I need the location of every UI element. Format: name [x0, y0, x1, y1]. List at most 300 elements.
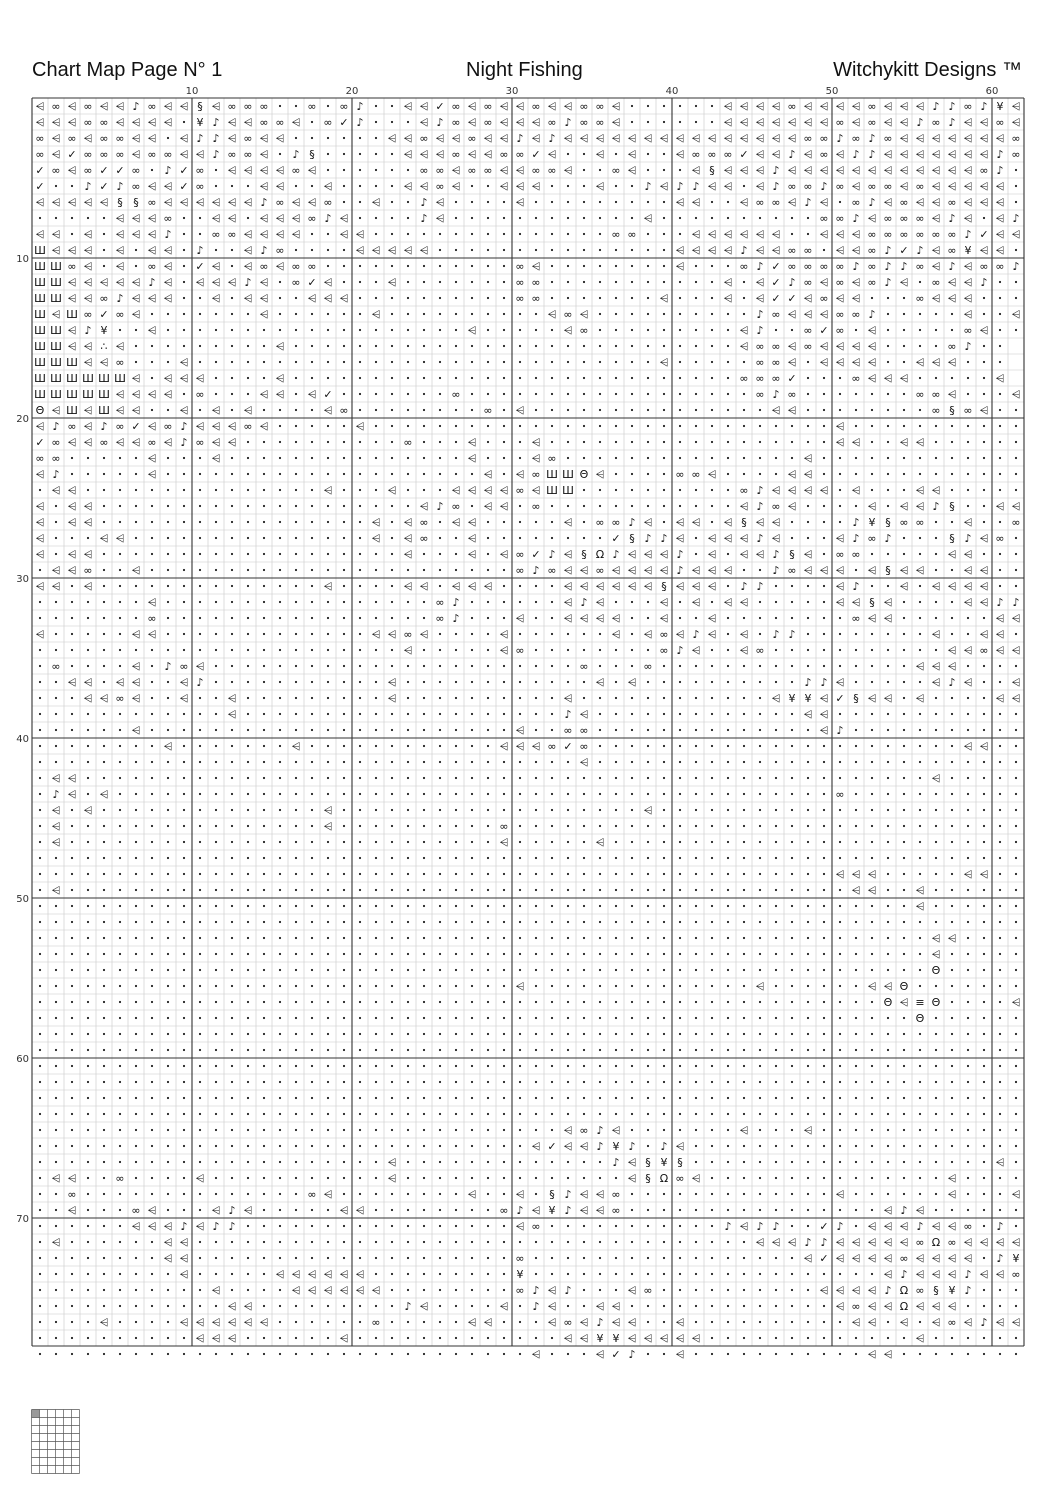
- chart-symbol-dot: [695, 809, 697, 811]
- chart-symbol-dot: [311, 1017, 313, 1019]
- chart-symbol-dot: [359, 281, 361, 283]
- chart-symbol: ⩤: [51, 148, 61, 161]
- chart-symbol-dot: [535, 361, 537, 363]
- chart-symbol-dot: [791, 857, 793, 859]
- chart-symbol-dot: [919, 873, 921, 875]
- chart-symbol-dot: [199, 1289, 201, 1291]
- chart-symbol: ⩤: [675, 516, 685, 529]
- chart-symbol-dot: [71, 457, 73, 459]
- chart-symbol: ⩤: [723, 116, 733, 129]
- chart-symbol-dot: [183, 329, 185, 331]
- chart-symbol: ⩤: [67, 500, 77, 513]
- chart-symbol: ∞: [595, 116, 605, 129]
- chart-symbol: ⩤: [563, 324, 573, 337]
- chart-symbol: ⩤: [723, 244, 733, 257]
- chart-symbol: §: [949, 532, 955, 545]
- chart-symbol: ⩤: [915, 1204, 925, 1217]
- chart-symbol-dot: [423, 345, 425, 347]
- chart-symbol-dot: [679, 169, 681, 171]
- chart-symbol-dot: [87, 1225, 89, 1227]
- chart-symbol-dot: [439, 1065, 441, 1067]
- chart-symbol-dot: [839, 825, 841, 827]
- chart-symbol: ∞: [323, 196, 333, 209]
- chart-symbol-dot: [215, 841, 217, 843]
- chart-symbol: ⩤: [579, 132, 589, 145]
- chart-symbol-dot: [423, 841, 425, 843]
- chart-symbol-dot: [135, 1273, 137, 1275]
- chart-symbol-dot: [263, 889, 265, 891]
- chart-symbol: ⩤: [803, 548, 813, 561]
- chart-symbol: ⩤: [995, 644, 1005, 657]
- chart-symbol-dot: [615, 857, 617, 859]
- chart-symbol-dot: [311, 681, 313, 683]
- chart-symbol-dot: [471, 809, 473, 811]
- chart-symbol-dot: [423, 329, 425, 331]
- chart-symbol-dot: [359, 889, 361, 891]
- chart-symbol: ⩤: [547, 308, 557, 321]
- chart-symbol-dot: [663, 233, 665, 235]
- chart-symbol: §: [661, 580, 667, 593]
- chart-symbol-dot: [183, 921, 185, 923]
- chart-symbol-dot: [215, 473, 217, 475]
- chart-symbol-dot: [71, 809, 73, 811]
- chart-symbol: ⩤: [259, 228, 269, 241]
- chart-symbol-dot: [743, 841, 745, 843]
- chart-symbol-dot: [695, 105, 697, 107]
- chart-symbol-dot: [631, 745, 633, 747]
- chart-symbol: ⩤: [787, 340, 797, 353]
- chart-symbol: ∞: [195, 436, 205, 449]
- chart-symbol-dot: [375, 1001, 377, 1003]
- chart-symbol-dot: [263, 745, 265, 747]
- chart-symbol: §: [853, 692, 859, 705]
- chart-symbol-dot: [471, 1225, 473, 1227]
- chart-symbol-dot: [839, 393, 841, 395]
- chart-symbol-dot: [199, 313, 201, 315]
- chart-symbol: ⩤: [83, 404, 93, 417]
- chart-symbol-dot: [1015, 169, 1017, 171]
- chart-symbol-dot: [455, 265, 457, 267]
- chart-symbol-dot: [215, 1017, 217, 1019]
- chart-symbol-dot: [359, 553, 361, 555]
- chart-symbol-dot: [535, 1033, 537, 1035]
- chart-symbol-dot: [487, 233, 489, 235]
- chart-symbol: ⩤: [291, 1268, 301, 1281]
- chart-symbol-dot: [711, 377, 713, 379]
- chart-symbol-dot: [887, 1081, 889, 1083]
- chart-symbol: ⩤: [755, 228, 765, 241]
- chart-symbol: ⩤: [467, 116, 477, 129]
- chart-symbol-dot: [759, 1161, 761, 1163]
- chart-symbol: ⩤: [259, 180, 269, 193]
- chart-symbol-dot: [647, 761, 649, 763]
- chart-symbol-dot: [343, 873, 345, 875]
- chart-symbol-dot: [487, 617, 489, 619]
- chart-symbol: ⩤: [163, 1220, 173, 1233]
- chart-symbol: ⩤: [563, 580, 573, 593]
- chart-symbol-dot: [327, 345, 329, 347]
- chart-symbol-dot: [503, 1065, 505, 1067]
- chart-symbol: ⩤: [755, 164, 765, 177]
- chart-symbol-dot: [727, 793, 729, 795]
- chart-symbol-dot: [647, 409, 649, 411]
- chart-symbol-dot: [167, 1033, 169, 1035]
- chart-symbol-dot: [87, 937, 89, 939]
- chart-symbol-dot: [407, 1353, 409, 1355]
- chart-symbol-dot: [119, 1289, 121, 1291]
- chart-symbol-dot: [455, 953, 457, 955]
- chart-symbol-dot: [119, 457, 121, 459]
- chart-symbol-dot: [295, 1321, 297, 1323]
- chart-symbol: ⩤: [35, 532, 45, 545]
- chart-symbol-dot: [727, 201, 729, 203]
- chart-symbol-dot: [983, 665, 985, 667]
- chart-symbol: ∞: [915, 1236, 925, 1249]
- chart-symbol: ∞: [835, 212, 845, 225]
- chart-symbol: ✓: [99, 164, 109, 177]
- chart-symbol-dot: [775, 1161, 777, 1163]
- chart-symbol-dot: [439, 329, 441, 331]
- chart-symbol-dot: [231, 265, 233, 267]
- chart-symbol-dot: [199, 969, 201, 971]
- chart-symbol: ♪: [660, 1140, 668, 1153]
- chart-symbol-dot: [55, 1225, 57, 1227]
- chart-symbol-dot: [71, 1097, 73, 1099]
- chart-symbol-dot: [711, 1097, 713, 1099]
- chart-symbol-dot: [983, 361, 985, 363]
- chart-symbol: ⩤: [83, 244, 93, 257]
- chart-symbol-dot: [263, 761, 265, 763]
- chart-symbol-dot: [279, 1225, 281, 1227]
- chart-symbol: ⩤: [899, 1236, 909, 1249]
- chart-symbol-dot: [327, 553, 329, 555]
- chart-symbol: ✓: [739, 148, 749, 161]
- chart-symbol-dot: [583, 809, 585, 811]
- chart-symbol-dot: [887, 633, 889, 635]
- chart-symbol-dot: [167, 873, 169, 875]
- chart-symbol-dot: [375, 761, 377, 763]
- chart-symbol: ♪: [532, 564, 540, 577]
- chart-symbol-dot: [343, 537, 345, 539]
- chart-symbol-dot: [503, 1097, 505, 1099]
- chart-symbol-dot: [215, 905, 217, 907]
- chart-symbol: ⩤: [979, 1236, 989, 1249]
- chart-symbol-dot: [199, 1193, 201, 1195]
- chart-symbol-dot: [647, 153, 649, 155]
- chart-symbol-dot: [583, 969, 585, 971]
- chart-symbol-dot: [663, 393, 665, 395]
- chart-symbol: ⩤: [115, 340, 125, 353]
- chart-symbol: ⩤: [371, 628, 381, 641]
- chart-symbol-dot: [295, 329, 297, 331]
- chart-symbol-dot: [679, 889, 681, 891]
- chart-symbol-dot: [599, 329, 601, 331]
- chart-symbol: ⩤: [595, 1204, 605, 1217]
- chart-symbol-dot: [247, 1177, 249, 1179]
- chart-symbol-dot: [215, 681, 217, 683]
- chart-symbol-dot: [967, 1017, 969, 1019]
- chart-symbol-dot: [455, 665, 457, 667]
- chart-symbol: ∞: [803, 180, 813, 193]
- chart-symbol-dot: [615, 489, 617, 491]
- chart-symbol-dot: [359, 777, 361, 779]
- chart-symbol-dot: [759, 409, 761, 411]
- chart-symbol-dot: [375, 649, 377, 651]
- chart-symbol-dot: [951, 425, 953, 427]
- chart-symbol: ⩤: [467, 1316, 477, 1329]
- chart-symbol-dot: [775, 873, 777, 875]
- chart-symbol-dot: [39, 1241, 41, 1243]
- chart-symbol-dot: [135, 1033, 137, 1035]
- chart-symbol-dot: [375, 553, 377, 555]
- chart-symbol-dot: [631, 857, 633, 859]
- chart-symbol-dot: [247, 873, 249, 875]
- chart-symbol-dot: [919, 713, 921, 715]
- chart-symbol-dot: [711, 457, 713, 459]
- chart-symbol-dot: [679, 361, 681, 363]
- chart-symbol-dot: [615, 441, 617, 443]
- chart-symbol: ⩤: [403, 532, 413, 545]
- chart-symbol-dot: [119, 553, 121, 555]
- chart-symbol-dot: [407, 1113, 409, 1115]
- chart-symbol-dot: [951, 521, 953, 523]
- chart-symbol-dot: [887, 457, 889, 459]
- chart-symbol-dot: [311, 1241, 313, 1243]
- chart-symbol: ⩤: [1011, 116, 1021, 129]
- chart-symbol-dot: [951, 1033, 953, 1035]
- chart-symbol-dot: [983, 1257, 985, 1259]
- chart-symbol-dot: [151, 857, 153, 859]
- chart-symbol-dot: [391, 233, 393, 235]
- chart-symbol: ⩤: [163, 116, 173, 129]
- chart-symbol-dot: [215, 185, 217, 187]
- chart-symbol-dot: [727, 665, 729, 667]
- chart-symbol-dot: [615, 457, 617, 459]
- chart-symbol-dot: [455, 1209, 457, 1211]
- chart-symbol: ⩤: [387, 1172, 397, 1185]
- chart-symbol-dot: [567, 249, 569, 251]
- chart-symbol-dot: [487, 745, 489, 747]
- chart-symbol-dot: [503, 713, 505, 715]
- chart-symbol-dot: [391, 1273, 393, 1275]
- chart-symbol-dot: [311, 1257, 313, 1259]
- chart-symbol-dot: [487, 393, 489, 395]
- chart-symbol: ⩤: [419, 244, 429, 257]
- chart-symbol-dot: [519, 1161, 521, 1163]
- chart-symbol-dot: [679, 825, 681, 827]
- chart-symbol-dot: [599, 905, 601, 907]
- chart-symbol-dot: [311, 921, 313, 923]
- chart-symbol: ✓: [35, 436, 45, 449]
- chart-symbol-dot: [711, 809, 713, 811]
- chart-symbol-dot: [279, 1241, 281, 1243]
- chart-symbol-dot: [167, 889, 169, 891]
- chart-symbol-dot: [743, 1033, 745, 1035]
- chart-symbol-dot: [455, 809, 457, 811]
- chart-symbol-dot: [519, 361, 521, 363]
- chart-symbol-dot: [295, 841, 297, 843]
- chart-symbol-dot: [503, 1257, 505, 1259]
- chart-symbol-dot: [951, 1129, 953, 1131]
- chart-symbol-dot: [487, 457, 489, 459]
- chart-symbol-dot: [423, 1017, 425, 1019]
- chart-symbol: ⩤: [931, 164, 941, 177]
- chart-symbol-dot: [327, 1321, 329, 1323]
- chart-symbol-dot: [871, 1065, 873, 1067]
- chart-symbol: ⩤: [1011, 692, 1021, 705]
- chart-symbol-dot: [583, 777, 585, 779]
- chart-symbol: ∞: [867, 228, 877, 241]
- chart-symbol-dot: [279, 857, 281, 859]
- chart-symbol: ⩤: [99, 100, 109, 113]
- chart-symbol-dot: [215, 393, 217, 395]
- chart-symbol-dot: [519, 969, 521, 971]
- chart-symbol: ⩤: [915, 436, 925, 449]
- chart-symbol: ∞: [851, 1300, 861, 1313]
- chart-symbol-dot: [727, 1305, 729, 1307]
- chart-symbol-dot: [647, 777, 649, 779]
- chart-symbol-dot: [695, 1241, 697, 1243]
- chart-symbol-dot: [583, 953, 585, 955]
- chart-symbol-dot: [615, 889, 617, 891]
- chart-symbol-dot: [919, 1353, 921, 1355]
- chart-symbol-dot: [999, 1129, 1001, 1131]
- chart-symbol-dot: [615, 985, 617, 987]
- chart-symbol-dot: [743, 985, 745, 987]
- chart-symbol-dot: [903, 809, 905, 811]
- chart-symbol-dot: [455, 297, 457, 299]
- chart-symbol-dot: [455, 1225, 457, 1227]
- chart-symbol-dot: [903, 921, 905, 923]
- chart-symbol: ⩤: [451, 132, 461, 145]
- chart-symbol: ⩤: [931, 948, 941, 961]
- chart-symbol-dot: [663, 1289, 665, 1291]
- chart-symbol-dot: [167, 553, 169, 555]
- chart-symbol-dot: [711, 761, 713, 763]
- chart-symbol-dot: [1015, 553, 1017, 555]
- chart-symbol-dot: [487, 1001, 489, 1003]
- chart-symbol-dot: [135, 1145, 137, 1147]
- chart-symbol-dot: [199, 1161, 201, 1163]
- chart-symbol-dot: [759, 441, 761, 443]
- chart-symbol-dot: [999, 569, 1001, 571]
- chart-symbol-dot: [423, 1193, 425, 1195]
- chart-symbol-dot: [295, 553, 297, 555]
- chart-symbol-dot: [615, 1097, 617, 1099]
- chart-symbol-dot: [119, 1033, 121, 1035]
- chart-symbol-dot: [551, 409, 553, 411]
- chart-symbol-dot: [455, 233, 457, 235]
- chart-symbol: ⩤: [451, 164, 461, 177]
- chart-symbol-dot: [199, 457, 201, 459]
- chart-symbol: ⩤: [707, 132, 717, 145]
- chart-symbol-dot: [839, 1001, 841, 1003]
- chart-symbol-dot: [311, 1337, 313, 1339]
- chart-symbol-dot: [839, 809, 841, 811]
- chart-symbol: ⩤: [931, 1300, 941, 1313]
- chart-symbol: ♪: [932, 100, 940, 113]
- chart-symbol-dot: [199, 489, 201, 491]
- chart-symbol-dot: [391, 569, 393, 571]
- chart-symbol-dot: [999, 457, 1001, 459]
- chart-symbol-dot: [615, 1017, 617, 1019]
- chart-symbol: ⩤: [611, 1316, 621, 1329]
- chart-symbol-dot: [743, 361, 745, 363]
- chart-symbol: ∞: [611, 1188, 621, 1201]
- chart-symbol: ♪: [356, 116, 364, 129]
- chart-symbol-dot: [1015, 1305, 1017, 1307]
- chart-symbol-dot: [247, 313, 249, 315]
- chart-symbol: ⩤: [867, 356, 877, 369]
- chart-symbol-dot: [647, 1353, 649, 1355]
- chart-symbol: ⩤: [803, 1252, 813, 1265]
- chart-symbol-dot: [455, 745, 457, 747]
- chart-symbol: ⩤: [451, 580, 461, 593]
- chart-symbol: ♪: [884, 532, 892, 545]
- chart-symbol-dot: [87, 1113, 89, 1115]
- chart-symbol-dot: [487, 713, 489, 715]
- chart-symbol-dot: [103, 1225, 105, 1227]
- chart-symbol-dot: [583, 425, 585, 427]
- chart-symbol-dot: [375, 1129, 377, 1131]
- chart-symbol-dot: [775, 1049, 777, 1051]
- chart-symbol: ⩤: [51, 564, 61, 577]
- chart-symbol-dot: [599, 1273, 601, 1275]
- chart-symbol: ⩤: [179, 372, 189, 385]
- chart-symbol-dot: [679, 1193, 681, 1195]
- chart-symbol-dot: [823, 393, 825, 395]
- chart-symbol-dot: [711, 713, 713, 715]
- chart-symbol-dot: [375, 1081, 377, 1083]
- chart-symbol-dot: [343, 249, 345, 251]
- chart-symbol: ⩤: [563, 692, 573, 705]
- chart-symbol: ⩤: [259, 388, 269, 401]
- chart-symbol: ⩤: [403, 516, 413, 529]
- chart-symbol-dot: [919, 1145, 921, 1147]
- chart-symbol-dot: [39, 713, 41, 715]
- chart-symbol: ⩤: [595, 596, 605, 609]
- chart-symbol: ∞: [307, 260, 317, 273]
- chart-symbol-dot: [839, 1177, 841, 1179]
- chart-symbol-dot: [999, 409, 1001, 411]
- chart-symbol-dot: [855, 809, 857, 811]
- chart-symbol-dot: [871, 665, 873, 667]
- chart-symbol-dot: [631, 985, 633, 987]
- chart-symbol-dot: [87, 537, 89, 539]
- chart-symbol-dot: [695, 121, 697, 123]
- chart-symbol-dot: [263, 1273, 265, 1275]
- chart-symbol-dot: [423, 649, 425, 651]
- chart-symbol-dot: [551, 937, 553, 939]
- chart-symbol-dot: [215, 1353, 217, 1355]
- chart-symbol-dot: [359, 1241, 361, 1243]
- chart-symbol-dot: [935, 1337, 937, 1339]
- chart-symbol-dot: [247, 1033, 249, 1035]
- chart-symbol: ⩤: [483, 148, 493, 161]
- chart-symbol: ∞: [451, 116, 461, 129]
- chart-symbol: ∞: [899, 228, 909, 241]
- chart-symbol-dot: [903, 1353, 905, 1355]
- chart-symbol-dot: [391, 1337, 393, 1339]
- chart-symbol-dot: [343, 633, 345, 635]
- chart-symbol-dot: [695, 329, 697, 331]
- chart-symbol-dot: [711, 1161, 713, 1163]
- chart-symbol-dot: [791, 1209, 793, 1211]
- chart-symbol-dot: [887, 649, 889, 651]
- chart-symbol-dot: [487, 1257, 489, 1259]
- chart-symbol-dot: [359, 633, 361, 635]
- chart-symbol: ⩤: [467, 324, 477, 337]
